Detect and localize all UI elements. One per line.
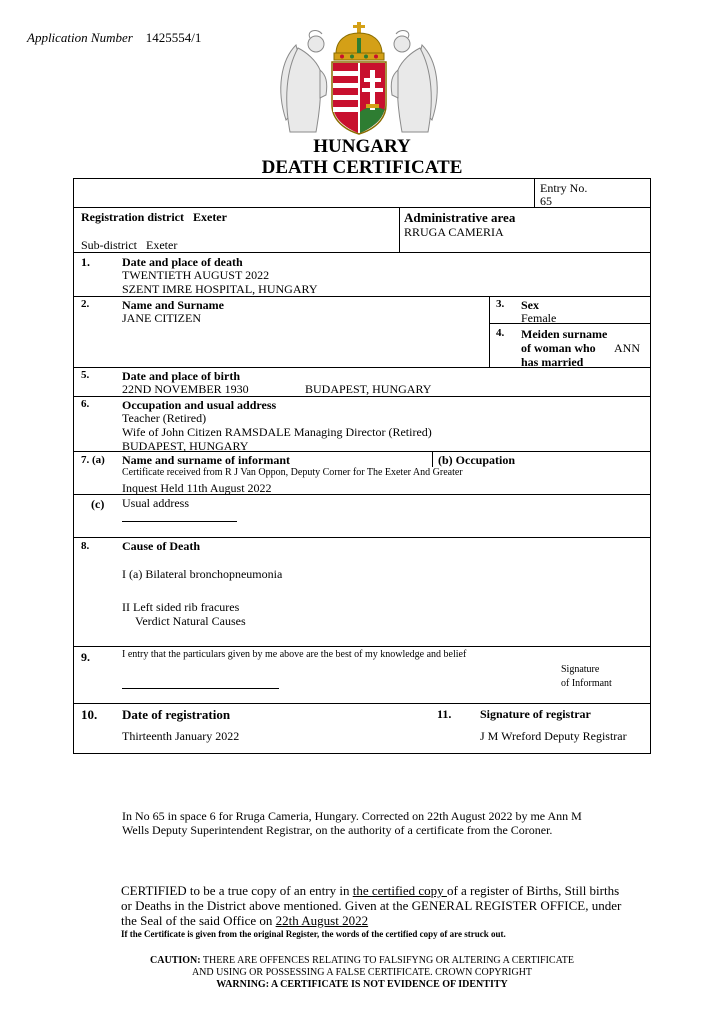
certified-line1b: of a register of Births, Still births [446,883,620,898]
field-5-number: 5. [81,369,90,381]
field-7b-label: (b) Occupation [438,453,516,467]
caution-text-1: THERE ARE OFFENCES RELATING TO FALSIFYNG OR ALTERING A CERTIFICATE [200,955,574,966]
registration-district-label: Registration district [81,210,184,224]
registration-district-value: Exeter [192,210,227,224]
correction-line1: In No 65 in space 6 for Rruga Cameria, Hungary. Corrected on 22th August 2022 by me Ann M [122,809,582,823]
field-4-number: 4. [496,327,505,339]
certified-note: If the Certificate is given from the original Register, the words of the certified copy of are struck out. [121,929,506,939]
certified-line2: or Deaths in the District above mentioned. Given at the GENERAL REGISTER OFFICE, under [121,898,622,913]
certified-line1 [121,883,619,899]
right-angel-icon [391,31,437,132]
field-4-label-line1: Meiden surname [521,327,608,341]
field-3-number: 3. [496,298,505,310]
certified-line3a: the Seal of the said Office on [121,913,276,928]
certified-line1a: CERTIFIED to be a true copy of an entry in [121,883,353,898]
field-5-label: Date and place of birth [122,369,240,383]
field-1-number: 1. [81,255,90,269]
field-11-label: Signature of registrar [480,707,591,721]
field-7-number: 7. (a) [81,454,105,466]
maiden-surname-value: ANN [614,341,640,355]
informant-line2: Inquest Held 11th August 2022 [122,481,272,495]
field-2-number: 2. [81,298,90,310]
field-6-label: Occupation and usual address [122,398,277,412]
birth-place: BUDAPEST, HUNGARY [305,382,432,396]
field-7-label: Name and surname of informant [122,453,290,467]
death-date: TWENTIETH AUGUST 2022 [122,268,270,282]
field-4-label-line2: of woman who [521,341,596,355]
field-6-number: 6. [81,398,90,410]
death-place: SZENT IMRE HOSPITAL, HUNGARY [122,282,318,296]
correction-line2: Wells Deputy Superintendent Registrar, on the authority of a certificate from the Coroner. [122,823,553,837]
left-angel-icon [281,31,327,132]
signature-of-informant-line1: Signature [561,664,600,675]
field-8-number: 8. [81,540,90,552]
entry-number-value: 65 [540,194,552,208]
field-3-label: Sex [521,298,539,312]
field-2-label: Name and Surname [122,298,225,312]
usual-address-blank-line [122,521,237,522]
sub-district-value: Exeter [146,238,178,252]
field-8-label: Cause of Death [122,539,200,553]
application-number-value: 1425554/1 [145,30,202,45]
field-1-label: Date and place of death [122,255,243,269]
sub-district [81,238,177,253]
field-7c-label: Usual address [122,496,189,510]
administrative-area-label: Administrative area [404,210,516,225]
deceased-name: JANE CITIZEN [122,311,201,325]
field-4-label-line3: has married [521,355,584,369]
field-10-label: Date of registration [122,707,231,722]
administrative-area-value: RRUGA CAMERIA [404,225,504,239]
certified-line3 [121,913,368,929]
certified-copy-underlined: the certified copy [352,883,447,898]
caution-line1 [0,955,724,966]
registrar-signature: J M Wreford Deputy Registrar [480,729,627,743]
holy-crown-icon [334,22,384,60]
hungary-coat-of-arms [276,20,442,140]
caution-line2: AND USING OR POSSESSING A FALSE CERTIFICATE. CROWN COPYRIGHT [191,967,533,978]
shield-icon [332,62,386,134]
country-title: HUNGARY [313,136,411,157]
sex-value: Female [521,311,557,325]
informant-statement: I entry that the particulars given by me above are the best of my knowledge and belief [122,649,467,660]
verdict: Verdict Natural Causes [135,614,246,628]
caution-label: CAUTION: [150,955,201,966]
signature-of-informant-line2: of Informant [561,678,612,689]
field-10-number: 10. [81,707,98,722]
registration-date: Thirteenth January 2022 [122,729,240,743]
cause-of-death-2: II Left sided rib fracures [122,600,240,614]
field-7c-number: (c) [91,497,105,511]
application-number [27,30,201,46]
application-number-label: Application Number [27,30,133,45]
informant-line1: Certificate received from R J Van Oppon, Deputy Corner for The Exeter And Greater [122,467,463,478]
cause-of-death-1a: I (a) Bilateral bronchopneumonia [122,567,283,581]
entry-number-label: Entry No. [540,181,588,195]
registration-district [81,210,227,225]
sub-district-label: Sub-district [81,238,137,252]
certified-date: 22th August 2022 [275,913,369,928]
usual-address: BUDAPEST, HUNGARY [122,439,249,453]
document-title: DEATH CERTIFICATE [261,157,463,178]
occupation: Teacher (Retired) [122,411,207,425]
field-9-number: 9. [81,650,90,664]
birth-date: 22ND NOVEMBER 1930 [122,382,249,396]
informant-signature-line [122,688,279,689]
warning-line: WARNING: A CERTIFICATE IS NOT EVIDENCE OF IDENTITY [216,979,508,990]
occupation-detail: Wife of John Citizen RAMSDALE Managing Director (Retired) [122,425,432,439]
field-11-number: 11. [437,707,452,721]
